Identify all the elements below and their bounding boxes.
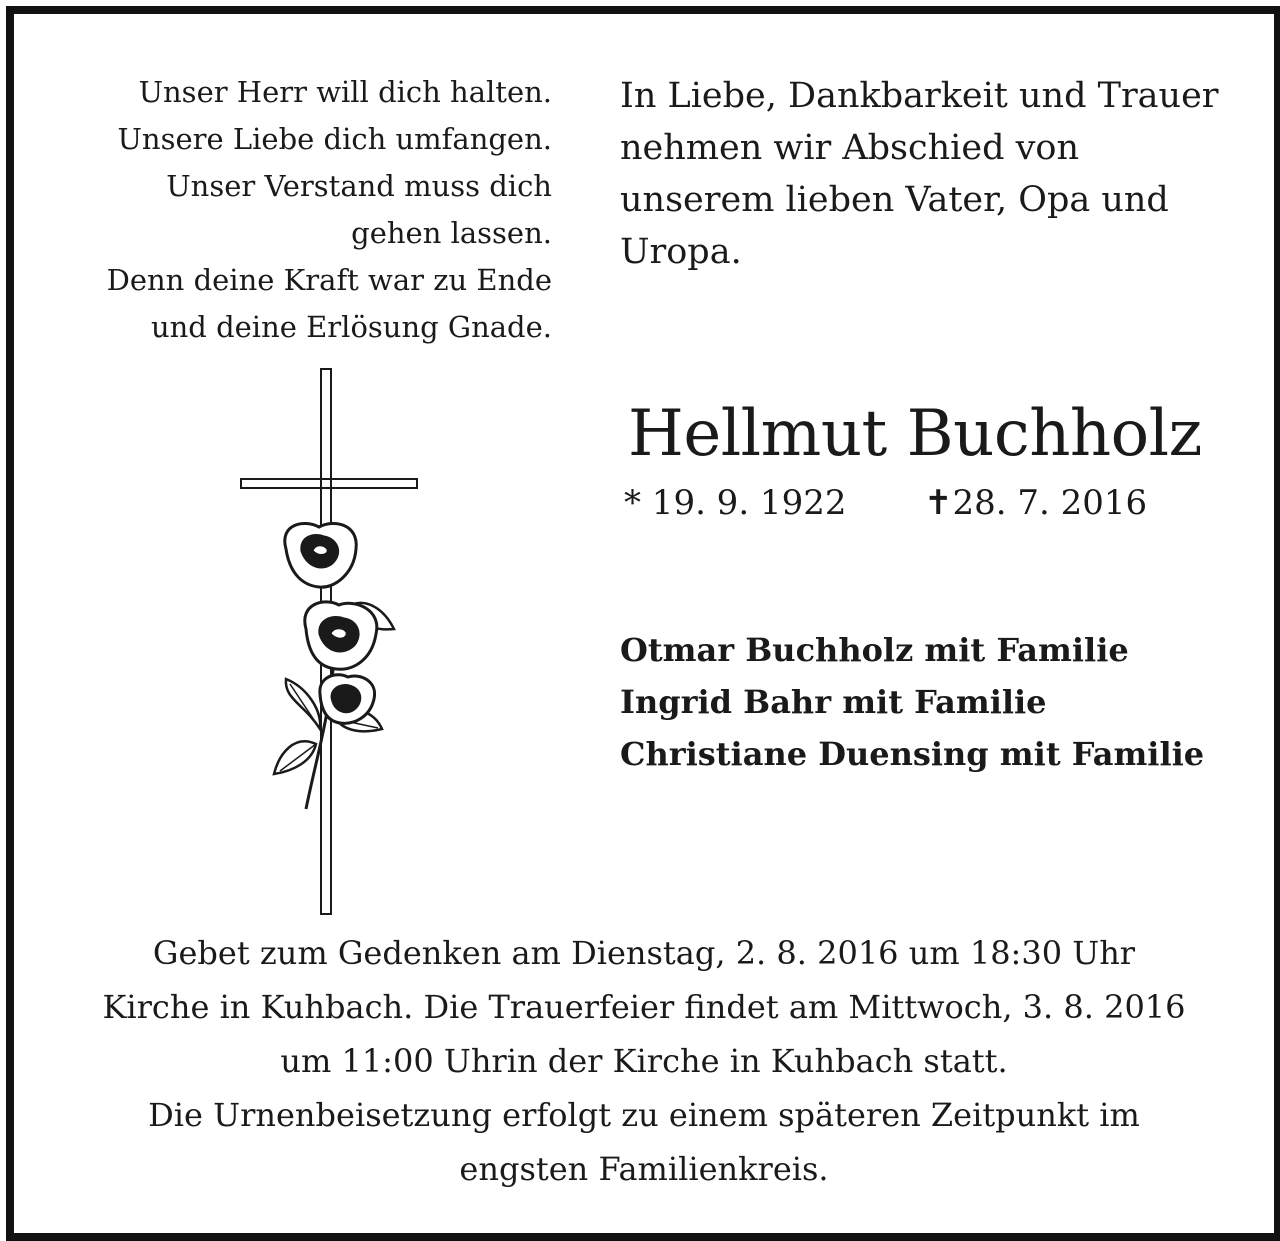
intro-line: In Liebe, Dankbarkeit und Trauer [620, 76, 1219, 116]
intro-line: nehmen wir Abschied von [620, 128, 1079, 168]
life-dates [624, 481, 1264, 525]
deceased-name: Hellmut Buchholz [628, 397, 1202, 471]
verse-line: gehen lassen. [351, 216, 552, 250]
service-line: Die Urnenbeisetzung erfolgt zu einem späteren Zeitpunkt im [148, 1096, 1140, 1134]
cross-with-roses-icon [224, 359, 424, 919]
service-line: Gebet zum Gedenken am Dienstag, 2. 8. 2016 um 18:30 Uhr [152, 934, 1136, 972]
service-line: engsten Familienkreis. [459, 1150, 829, 1188]
birth-date: * 19. 9. 1922 [624, 483, 847, 523]
service-info [14, 926, 1274, 1196]
obituary-notice [6, 6, 1280, 1241]
death-date: ✝28. 7. 2016 [924, 483, 1148, 523]
intro-text [620, 70, 1260, 278]
intro-line: unserem lieben Vater, Opa und [620, 180, 1169, 220]
verse-line: Denn deine Kraft war zu Ende [106, 263, 552, 297]
service-line: Kirche in Kuhbach. Die Trauerfeier findet am Mittwoch, 3. 8. 2016 [102, 988, 1186, 1026]
verse-line: Unser Verstand muss dich [166, 169, 552, 203]
verse-block [64, 69, 552, 351]
intro-line: Uropa. [620, 232, 742, 272]
family-member: Christiane Duensing mit Familie [620, 735, 1205, 773]
family-member: Otmar Buchholz mit Familie [620, 631, 1129, 669]
service-line: um 11:00 Uhrin der Kirche in Kuhbach statt. [280, 1042, 1008, 1080]
verse-line: Unser Herr will dich halten. [138, 75, 552, 109]
verse-line: Unsere Liebe dich umfangen. [117, 122, 552, 156]
verse-line: und deine Erlösung Gnade. [150, 310, 552, 344]
family-list [620, 624, 1270, 780]
family-member: Ingrid Bahr mit Familie [620, 683, 1047, 721]
